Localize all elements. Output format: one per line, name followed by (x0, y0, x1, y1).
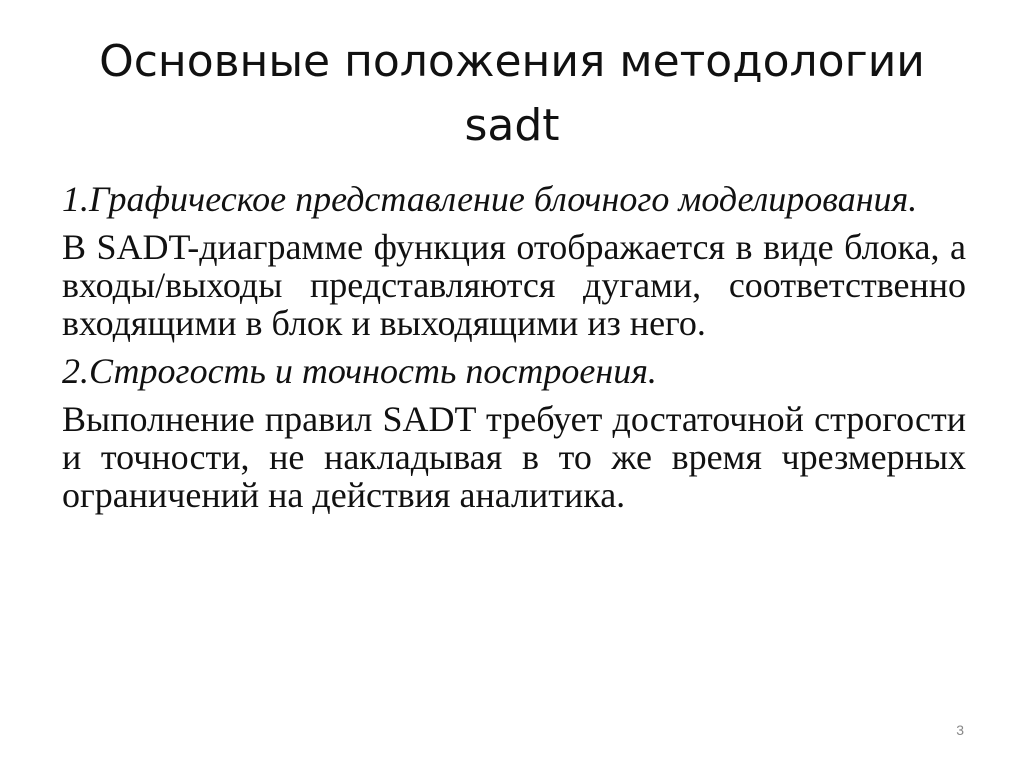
slide-title-line-2: sadt (464, 100, 560, 151)
paragraph-sadt-rules: Выполнение правил SADT требует достаточной строгости и точности, не накладывая в то же время чрезмерных ограничений на действия аналитика. (62, 399, 966, 515)
heading-graphic-representation: 1.Графическое представление блочного моделирования. (62, 179, 918, 219)
slide-body (62, 180, 966, 524)
page-number: 3 (956, 722, 964, 738)
heading-rigor-precision: 2.Строгость и точность построения. (62, 351, 657, 391)
slide-title (60, 30, 964, 158)
paragraph-sadt-diagram: В SADT-диаграмме функция отображается в виде блока, а входы/выходы представляются дугами, соответственно входящими в блок и выходящими из него. (62, 227, 966, 343)
slide-title-line-1: Основные положения методологии (99, 36, 925, 87)
